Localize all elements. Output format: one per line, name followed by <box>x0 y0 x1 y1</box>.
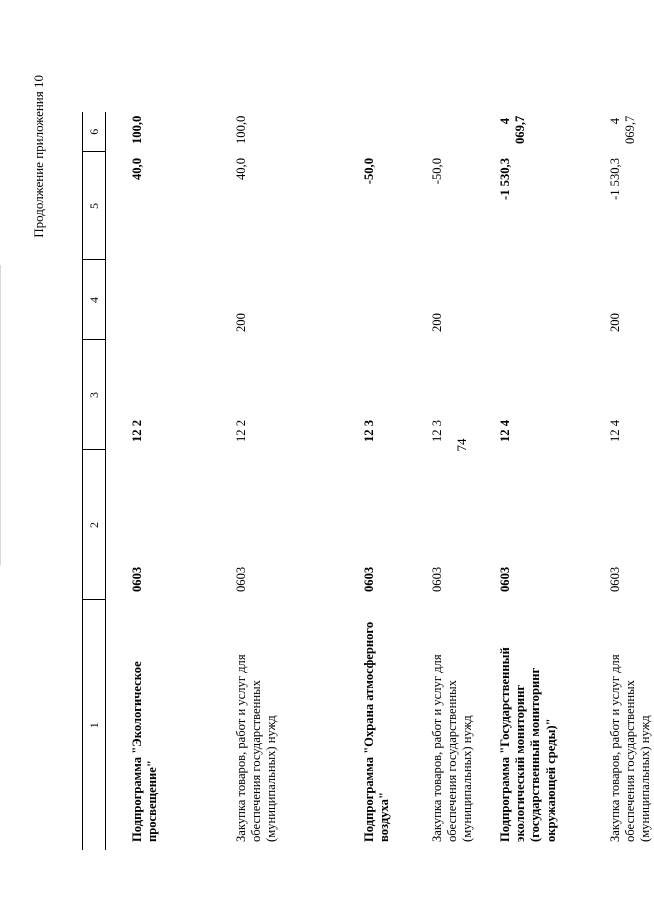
row-name: Подпрограмма "Государственный экологический мониторинг (государственный мониторинг окружающей среды)" <box>497 647 558 842</box>
row-total: 100,0 <box>130 115 144 144</box>
header-col-5: 5 <box>83 152 106 260</box>
row-change: -1 530,3 <box>607 158 622 200</box>
header-col-3: 3 <box>83 340 106 450</box>
row-expense-type <box>498 260 608 340</box>
row-target: 12 3 <box>361 419 376 442</box>
row-name: Подпрограмма "Охрана атмосферного воздуха" <box>361 621 391 842</box>
table-row <box>234 112 362 850</box>
row-change: 40,0 <box>233 158 248 181</box>
row-expense-type: 200 <box>233 313 248 332</box>
continuation-label: Продолжение приложения 10 <box>31 75 46 238</box>
row-target: 12 4 <box>607 419 622 442</box>
header-col-6: 6 <box>83 112 106 152</box>
header-row <box>83 112 106 850</box>
row-section: 0603 <box>429 566 444 592</box>
row-section: 0603 <box>130 566 144 592</box>
row-total: 4 069,7 <box>607 115 637 144</box>
row-target: 12 4 <box>497 419 512 442</box>
row-total <box>362 112 430 152</box>
row-expense-type: 200 <box>429 313 444 332</box>
table-row <box>430 112 498 850</box>
header-col-2: 2 <box>83 450 106 600</box>
row-change: -1 530,3 <box>497 158 512 200</box>
row-total: 4 069,7 <box>497 115 527 144</box>
row-total <box>430 112 498 152</box>
row-expense-type <box>106 260 234 340</box>
table-row <box>608 112 654 850</box>
scan-edge-line <box>0 265 1 565</box>
header-col-1: 1 <box>83 600 106 850</box>
page-number: 74 <box>454 438 469 452</box>
row-name: Закупка товаров, работ и услуг для обеспечения государственных (муниципальных) нужд <box>429 654 475 842</box>
row-target: 12 2 <box>130 419 144 442</box>
row-expense-type <box>362 260 430 340</box>
row-expense-type: 200 <box>607 313 622 332</box>
row-target: 12 2 <box>233 419 248 442</box>
row-section: 0603 <box>497 566 512 592</box>
budget-table <box>82 112 654 850</box>
table-row <box>498 112 608 850</box>
row-name: Закупка товаров, работ и услуг для обеспечения государственных (муниципальных) нужд <box>607 654 653 842</box>
row-name: Закупка товаров, работ и услуг для обеспечения государственных (муниципальных) нужд <box>233 654 279 842</box>
row-section: 0603 <box>361 566 376 592</box>
row-change: -50,0 <box>361 158 376 185</box>
row-name: Подпрограмма "Экологическое просвещение" <box>130 661 160 842</box>
row-target: 12 3 <box>429 419 444 442</box>
row-total: 100,0 <box>233 115 248 144</box>
table-row <box>362 112 430 850</box>
row-section: 0603 <box>607 566 622 592</box>
header-col-4: 4 <box>83 260 106 340</box>
row-change: 40,0 <box>130 158 144 181</box>
row-change: -50,0 <box>429 158 444 185</box>
table-row <box>106 112 234 850</box>
row-section: 0603 <box>233 566 248 592</box>
